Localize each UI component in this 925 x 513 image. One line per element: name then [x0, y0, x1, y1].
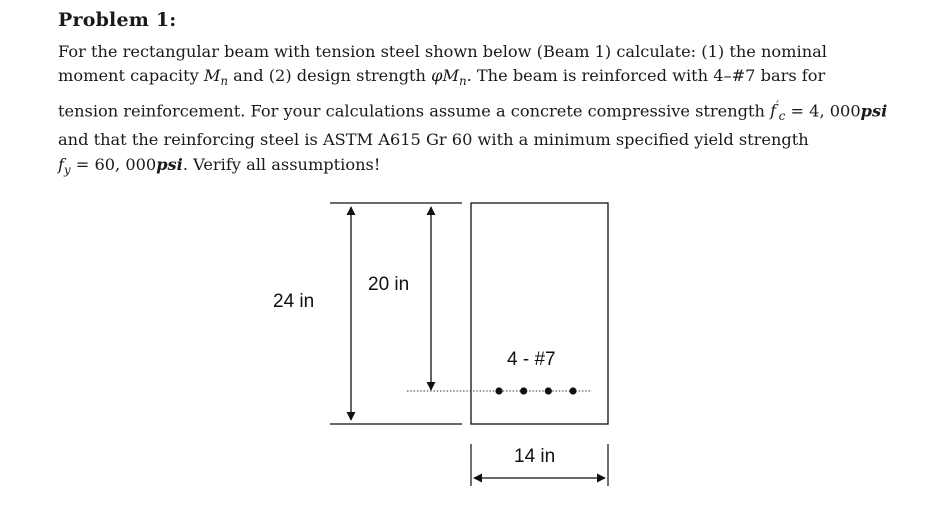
symbol-base: φM [431, 66, 460, 86]
symbol-base: M [203, 66, 221, 86]
text-segment: . Verify all assumptions! [182, 154, 381, 174]
rebar-label: 4 - #7 [507, 349, 556, 370]
text-segment: and (2) design strength [227, 66, 432, 86]
text-segment: tension reinforcement. For your calculations assume a concrete compressive strength [58, 101, 771, 121]
text-segment: moment capacity [58, 66, 204, 86]
text-segment: . The beam is reinforced with 4–#7 bars for [466, 66, 826, 86]
effective-depth-label: 20 in [368, 274, 410, 295]
unit-psi: psi [860, 101, 888, 121]
rebar-1 [495, 387, 502, 394]
symbol-subscript: n [220, 74, 228, 89]
symbol-subscript: c [778, 109, 786, 124]
yield-strength-value: = 60, 000 [70, 154, 157, 174]
total-height-label: 24 in [273, 291, 315, 312]
text-segment: and that the reinforcing steel is ASTM A615 Gr 60 with a minimum specified yield strength [58, 130, 809, 150]
concrete-strength-value: = 4, 000 [785, 101, 861, 121]
width-label: 14 in [514, 446, 556, 467]
rebar-3 [545, 387, 552, 394]
problem-title: Problem 1: [58, 9, 177, 31]
text-segment: For the rectangular beam with tension steel shown below (Beam 1) calculate: (1) the nominal [58, 42, 827, 61]
rebar-4 [569, 387, 576, 394]
symbol-base: f [770, 101, 777, 121]
symbol-base: f [58, 154, 64, 174]
unit-psi: psi [156, 154, 183, 174]
rebar-2 [520, 387, 527, 394]
symbol-subscript: y [64, 162, 71, 177]
symbol-prime: ′ [776, 98, 779, 113]
symbol-subscript: n [459, 74, 467, 89]
